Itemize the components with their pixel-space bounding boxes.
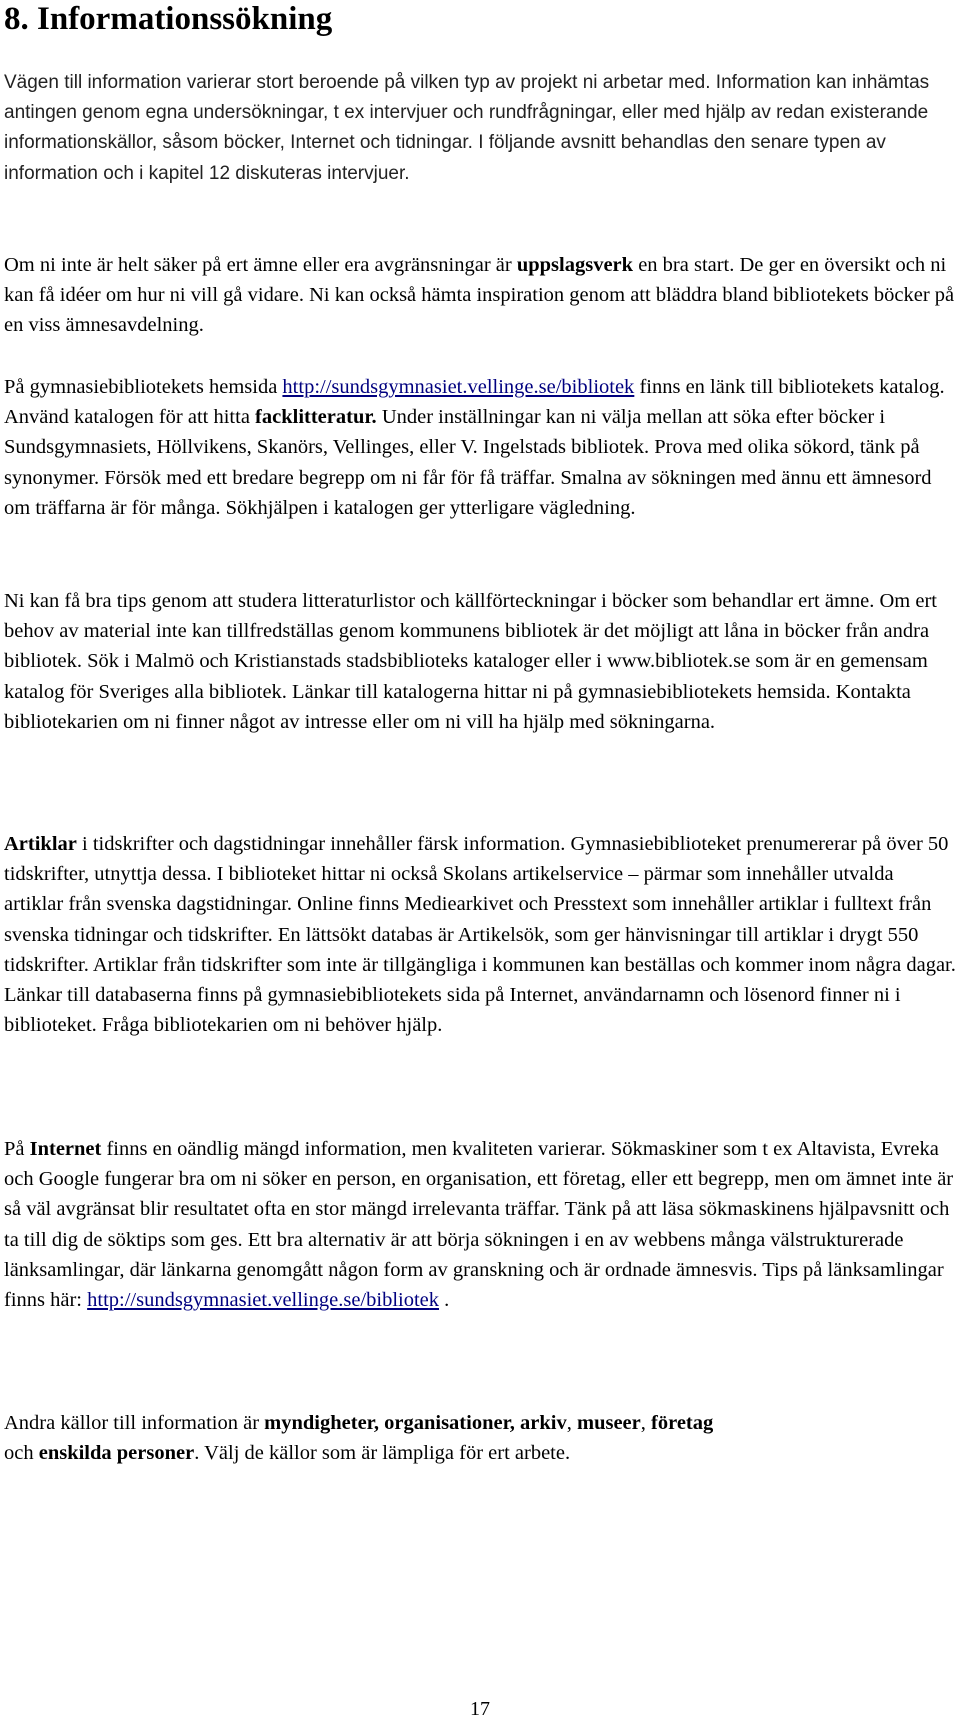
bold-term: museer [577, 1412, 641, 1434]
page-number: 17 [470, 1698, 490, 1720]
text-span: Om ni inte är helt säker på ert ämne eller era avgränsningar är [4, 254, 517, 276]
paragraph-intro-text: Vägen till information varierar stort beroende på vilken typ av projekt ni arbetar med. Information kan inhämtas antingen genom egna undersökningar, t ex intervjuer och rundfrågningar, eller med hjälp av redan existerande informationskällor, såsom böcker, Internet och tidningar. I följande avsnitt behandlas den senare typen av information och i kapitel 12 diskuteras intervjuer. [4, 72, 930, 184]
text-span: i tidskrifter och dagstidningar innehåller färsk information. Gymnasiebiblioteket prenumererar på över 50 tidskrifter, utnyttja dessa. I biblioteket hittar ni också Skolans artikelservice – pärmar som innehåller utvalda artiklar från svenska dagstidningar. Online finns Mediearkivet och Presstext som innehåller artiklar i fulltext från svenska tidningar och tidskrifter. En lättsökt databas är Artikelsök, som ger hänvisningar till artiklar i drygt 550 tidskrifter. Artiklar från tidskrifter som inte är tillgängliga i kommunen kan beställas och kommer inom några dagar. Länkar till databaserna finns på gymnasiebibliotekets sida på Internet, användarnamn och lösenord finner ni i biblioteket. Fråga bibliotekarien om ni behöver hjälp. [4, 833, 956, 1037]
document-page [4, 0, 956, 1465]
text-span: , [566, 1412, 577, 1434]
bold-term: Internet [29, 1138, 102, 1160]
paragraph-other-sources [4, 1408, 956, 1468]
bold-term: facklitteratur. [255, 406, 377, 429]
section-heading: 8. Informationssökning [4, 1, 333, 37]
paragraph-reading-lists [4, 586, 956, 737]
bold-term: företag [651, 1412, 714, 1434]
bold-term: Artiklar [4, 833, 77, 855]
paragraph-reference-works [4, 250, 956, 341]
paragraph-articles [4, 829, 956, 1040]
text-span: finns en oändlig mängd information, men kvaliteten varierar. Sökmaskiner som t ex Altavista, Evreka och Google fungerar bra om ni söker en person, en organisation, ett företag, eller ett begrepp, men om ämnet inte är så väl avgränsat blir resultatet ofta en stor mängd irrelevanta träffar. Tänk på att läsa sökmaskinens hjälpavsnitt och ta till dig de söktips som ges. Ett bra alternativ är att börja sökningen i en av webbens många välstrukturerade länksamlingar, där länkarna genomgått någon form av granskning och är ordnade ämnesvis. Tips på länksamlingar finns här: [4, 1138, 954, 1312]
text-span: Ni kan få bra tips genom att studera litteraturlistor och källförteckningar i böcker som behandlar ert ämne. Om ert behov av material inte kan tillfredställas genom kommunens bibliotek är det möjligt att låna in böcker från andra bibliotek. Sök i Malmö och Kristianstads stadsbiblioteks kataloger eller i www.bibliotek.se som är en gemensam katalog för Sveriges alla bibliotek. Länkar till katalogerna hittar ni på gymnasiebibliotekets hemsida. Kontakta bibliotekarien om ni finner något av intresse eller om ni vill ha hjälp med sökningarna. [4, 590, 938, 733]
bold-term: enskilda personer [38, 1442, 195, 1465]
text-span: På gymnasiebibliotekets hemsida [4, 376, 283, 398]
bold-term: myndigheter, organisationer, arkiv [264, 1412, 567, 1434]
bold-term: uppslagsverk [516, 254, 634, 276]
text-span: . [439, 1289, 450, 1312]
text-span: finns en länk till bibliotekets katalog. Använd katalogen för att hitta [4, 376, 945, 429]
paragraph-catalog [4, 372, 956, 523]
text-span: Andra källor till information är [4, 1412, 265, 1434]
paragraph-intro [4, 68, 956, 189]
library-link[interactable]: http://sundsgymnasiet.vellinge.se/bibliotek [282, 376, 635, 398]
text-span: . Välj de källor som är lämpliga för ert arbete. [194, 1442, 571, 1465]
text-span: , [640, 1412, 652, 1434]
text-span: Under inställningar kan ni välja mellan att söka efter böcker i Sundsgymnasiets, Höllvikens, Skanörs, Vellinges, eller V. Ingelstads bibliotek. Prova med olika sökord, tänk på synonymer. Försök med ett bredare begrepp om ni får för få träffar. Smalna av sökningen med ännu ett ämnesord om träffarna är för många. Sökhjälpen i katalogen ger ytterligare vägledning. [4, 406, 932, 519]
text-span: en bra start. De ger en översikt och ni kan få idéer om hur ni vill gå vidare. Ni kan också hämta inspiration genom att bläddra bland bibliotekets böcker på en viss ämnesavdelning. [4, 254, 955, 337]
paragraph-internet [4, 1134, 956, 1315]
text-span: och [4, 1442, 39, 1465]
link-collection-link[interactable]: http://sundsgymnasiet.vellinge.se/bibliotek [87, 1289, 440, 1312]
text-span: På [4, 1138, 30, 1160]
